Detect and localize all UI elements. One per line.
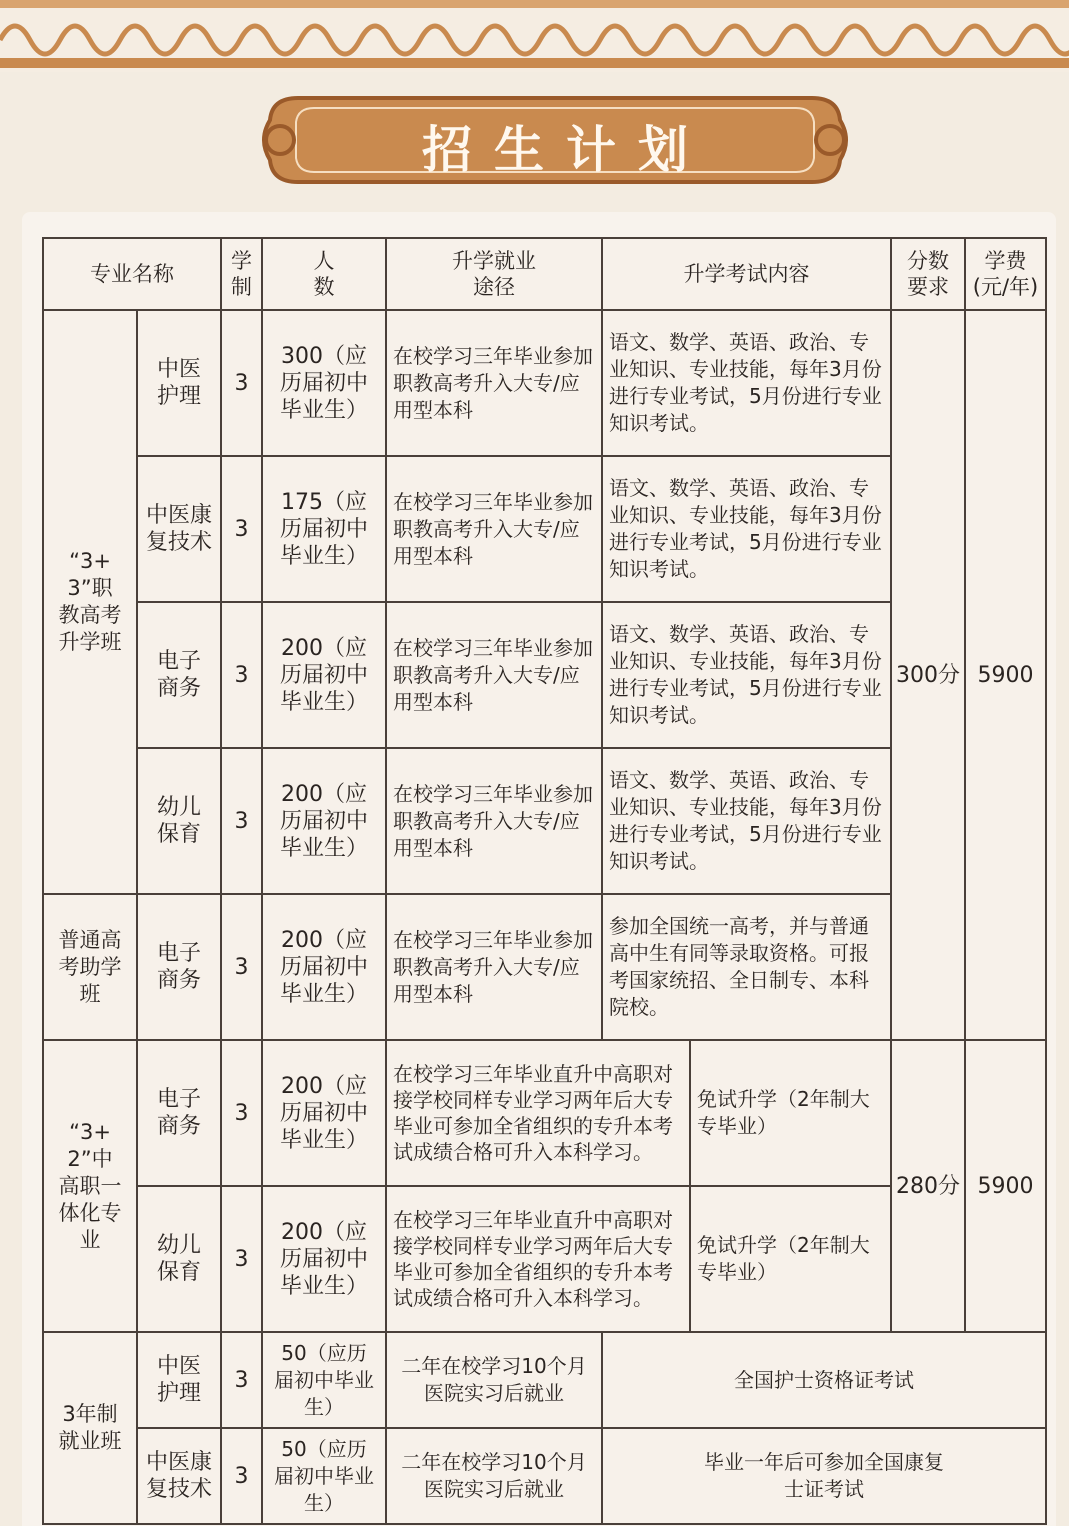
path-text: 在校学习三年毕业直升中高职对接学校同样专业学习两年后大专毕业可参加全省组织的专升本考试成绩合格可升入本科学习。 (386, 1186, 690, 1332)
class-name: “3+2”中高职一体化专业 (43, 1040, 137, 1332)
enrollment-table (42, 237, 1047, 1525)
major-name: 中医康复技术 (137, 1428, 221, 1524)
class-name: 3年制就业班 (43, 1332, 137, 1524)
years-value: 3 (221, 1332, 262, 1428)
count-value: 175（应历届初中毕业生） (262, 456, 386, 602)
page-title: 招生计划 (422, 120, 710, 179)
years-value: 3 (221, 1428, 262, 1524)
major-name: 电子商务 (137, 894, 221, 1040)
exam-text: 免试升学（2年制大专毕业） (690, 1186, 891, 1332)
exam-text: 语文、数学、英语、政治、专业知识、专业技能，每年3月份进行专业考试，5月份进行专业知识考试。 (602, 602, 891, 748)
count-value: 300（应历届初中毕业生） (262, 310, 386, 456)
years-value: 3 (221, 602, 262, 748)
count-value: 200（应历届初中毕业生） (262, 748, 386, 894)
header-count: 人数 (262, 238, 386, 310)
exam-text: 全国护士资格证考试 (602, 1332, 1046, 1428)
count-value: 200（应历届初中毕业生） (262, 894, 386, 1040)
path-text: 二年在校学习10个月医院实习后就业 (386, 1332, 602, 1428)
major-name: 中医护理 (137, 310, 221, 456)
major-name: 幼儿保育 (137, 1186, 221, 1332)
exam-text: 毕业一年后可参加全国康复士证考试 (602, 1428, 1046, 1524)
path-text: 二年在校学习10个月医院实习后就业 (386, 1428, 602, 1524)
count-value: 200（应历届初中毕业生） (262, 1186, 386, 1332)
years-value: 3 (221, 310, 262, 456)
table-row (43, 1428, 1046, 1524)
class-name: 普通高考助学班 (43, 894, 137, 1040)
major-name: 电子商务 (137, 1040, 221, 1186)
header-exam: 升学考试内容 (602, 238, 891, 310)
count-value: 50（应历届初中毕业生） (262, 1332, 386, 1428)
years-value: 3 (221, 894, 262, 1040)
fee-value: 5900 (965, 1040, 1046, 1332)
title-banner (258, 84, 852, 196)
header-years: 学制 (221, 238, 262, 310)
path-text: 在校学习三年毕业参加职教高考升入大专/应用型本科 (386, 748, 602, 894)
exam-text: 参加全国统一高考，并与普通高中生有同等录取资格。可报考国家统招、全日制专、本科院校。 (602, 894, 891, 1040)
count-value: 50（应历届初中毕业生） (262, 1428, 386, 1524)
count-value: 200（应历届初中毕业生） (262, 1040, 386, 1186)
path-text: 在校学习三年毕业参加职教高考升入大专/应用型本科 (386, 602, 602, 748)
path-text: 在校学习三年毕业参加职教高考升入大专/应用型本科 (386, 310, 602, 456)
fee-value: 5900 (965, 310, 1046, 1040)
years-value: 3 (221, 456, 262, 602)
table-row (43, 1040, 1046, 1186)
years-value: 3 (221, 748, 262, 894)
years-value: 3 (221, 1186, 262, 1332)
major-name: 中医护理 (137, 1332, 221, 1428)
header-fee: 学费(元/年) (965, 238, 1046, 310)
class-name: “3+3”职教高考升学班 (43, 310, 137, 894)
major-name: 幼儿保育 (137, 748, 221, 894)
header-score: 分数要求 (891, 238, 965, 310)
major-name: 中医康复技术 (137, 456, 221, 602)
exam-text: 免试升学（2年制大专毕业） (690, 1040, 891, 1186)
score-value: 280分 (891, 1040, 965, 1332)
path-text: 在校学习三年毕业参加职教高考升入大专/应用型本科 (386, 456, 602, 602)
table-row (43, 1332, 1046, 1428)
path-text: 在校学习三年毕业直升中高职对接学校同样专业学习两年后大专毕业可参加全省组织的专升本考试成绩合格可升入本科学习。 (386, 1040, 690, 1186)
header-row (43, 238, 1046, 310)
count-value: 200（应历届初中毕业生） (262, 602, 386, 748)
table-row (43, 310, 1046, 456)
decorative-border (0, 0, 1069, 72)
exam-text: 语文、数学、英语、政治、专业知识、专业技能，每年3月份进行专业考试，5月份进行专业知识考试。 (602, 748, 891, 894)
major-name: 电子商务 (137, 602, 221, 748)
exam-text: 语文、数学、英语、政治、专业知识、专业技能，每年3月份进行专业考试，5月份进行专业知识考试。 (602, 310, 891, 456)
exam-text: 语文、数学、英语、政治、专业知识、专业技能，每年3月份进行专业考试，5月份进行专业知识考试。 (602, 456, 891, 602)
path-text: 在校学习三年毕业参加职教高考升入大专/应用型本科 (386, 894, 602, 1040)
years-value: 3 (221, 1040, 262, 1186)
score-value: 300分 (891, 310, 965, 1040)
header-major: 专业名称 (43, 238, 221, 310)
header-path: 升学就业途径 (386, 238, 602, 310)
